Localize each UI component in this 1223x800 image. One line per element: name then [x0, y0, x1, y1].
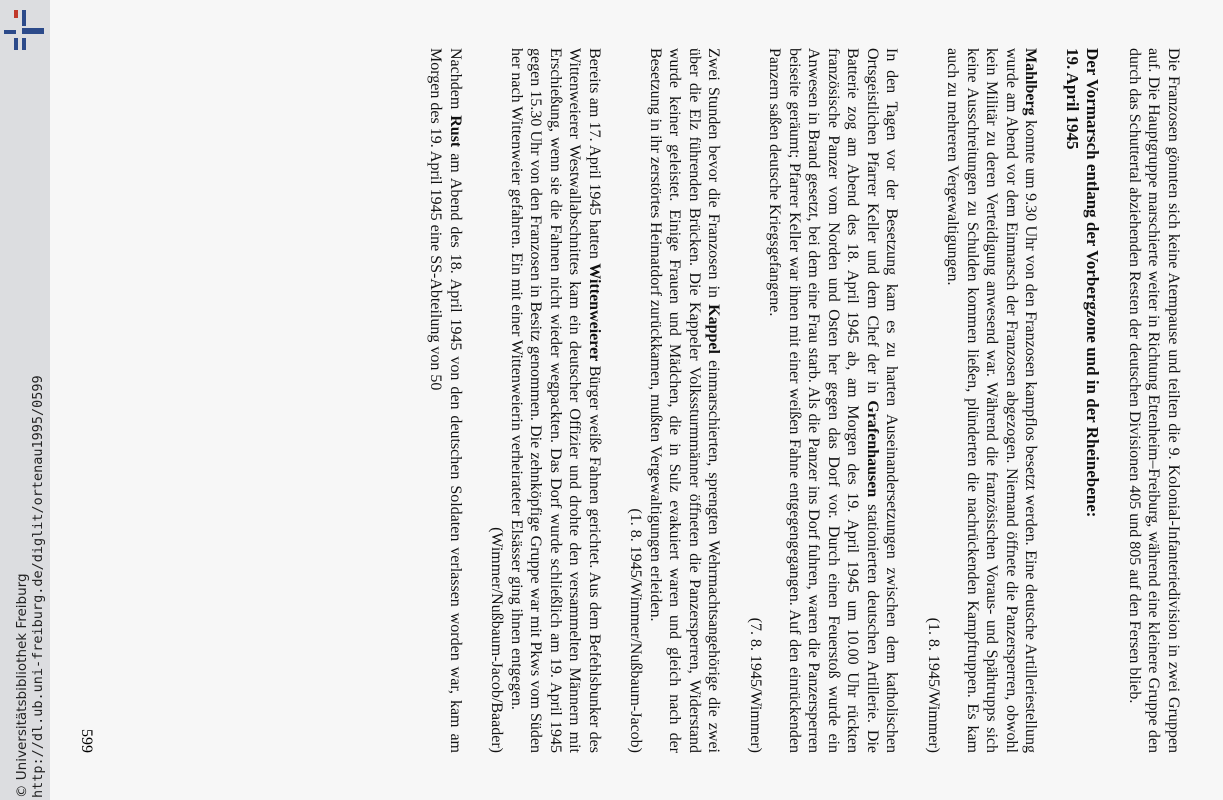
paragraph-kappel: [646, 48, 724, 753]
paragraph-wittenweier-text-b: Bürger weiße Fahnen gerichtet. Aus dem Befehlsbunker des Wittenweierer Westwallabschnittes kam ein deutscher Offizier und drohte den versammelten Männern mit Erschießung, wenn sie die Fahnen nicht wieder wegpackten. Das Dorf wurde schließlich am 19. April 1945 gegen 15.30 Uhr von den Franzosen in Besitz genommen. Die zehnköpfige Gruppe war mit Pkws vom Süden her nach Wittenweier gefahren. Ein mit einer Wittenweierin verheirateter Elsässer ging ihnen entgegen.: [508, 48, 603, 753]
source-ref-2: (7. 8. 1945/Wimmer): [747, 617, 764, 753]
paragraph-grafenhausen-text-b: stationierten deutschen Artillerie. Die Batterie zog am Abend des 18. April 1945 ab, am Morgen des 19. April 1945 um 10.00 Uhr rückten französische Panzer vom Norden und Osten her gegen das Dorf vor. Durch einen Feuerstoß wurde ein Anwesen in Brand gesetzt, bei dem eine Frau starb. Als die Panzer ins Dorf fuhren, waren die Panzersperren beiseite geräumt; Pfarrer Keller war ihnen mit einer weißen Fahne entgegengegangen. Auf den einrückenden Panzern saßen deutsche Kriegsgefangene.: [766, 48, 881, 753]
viewer-sidebar: [0, 0, 50, 800]
heading-line-1: Der Vormarsch entlang der Vorbergzone und in der Rheinebene:: [1083, 48, 1103, 518]
place-mahlberg: Mahlberg: [1022, 48, 1040, 116]
scanned-page: [50, 0, 1223, 800]
copyright-notice: © Universitätsbibliothek Freiburg: [14, 573, 30, 798]
place-grafenhausen: Grafenhausen: [864, 400, 881, 498]
paragraph-grafenhausen: [765, 48, 902, 753]
source-ref-4: (Wimmer/Nußbaum-Jacob/Baader): [488, 527, 506, 753]
paragraph-1: Die Franzosen gönnten sich keine Atempause und teilten die 9. Kolonial-Infanteriedivision in zwei Gruppen auf. Die Hauptgruppe marschierte weiter in Richtung Ettenheim–Freiburg, während eine kleinere Gruppe den durch das Schuttertal abziehenden Resten der deutschen Divisionen 405 und 805 auf den Fersen blieb.: [1126, 48, 1182, 753]
paragraph-grafenhausen-text-a: In den Tagen vor der Besetzung kam es zu harten Auseinandersetzungen zwischen dem katholischen Ortsgeistlichen Pfarrer Keller und dem Chef der in: [864, 48, 901, 753]
place-wittenweier: Wittenweierer: [586, 263, 603, 362]
rotated-page-content: [50, 0, 1223, 800]
page-text: [426, 48, 1183, 753]
university-logo: [4, 6, 44, 52]
paragraph-wittenweier-text-a: Bereits am 17. April 1945 hatten: [586, 48, 603, 264]
paragraph-rust-text-b: am Abend des 18. April 1945 von den deutschen Soldaten verlassen worden war, kam am Morgen des 19. April 1945 eine SS-Abteilung von 50: [427, 48, 464, 753]
heading-line-2: 19. April 1945: [1063, 48, 1083, 150]
source-ref-3: (1. 8. 1945/Wimmer/Nußbaum-Jacob): [627, 508, 645, 753]
paragraph-wittenweier: [507, 48, 605, 753]
source-ref-1: (1. 8. 1945/Wimmer): [925, 617, 942, 753]
place-rust: Rust: [447, 115, 464, 148]
paragraph-kappel-text-a: Zwei Stunden bevor die Franzosen in: [705, 48, 723, 305]
document-url[interactable]: http://dl.ub.uni-freiburg.de/diglit/ortenau1995/0599: [30, 375, 46, 798]
paragraph-rust: [426, 48, 465, 753]
place-kappel: Kappel: [705, 304, 723, 354]
paragraph-rust-text-a: Nachdem: [447, 48, 464, 116]
paragraph-mahlberg-text: konnte um 9.30 Uhr von den Franzosen kampflos besetzt werden. Eine deutsche Artilleriestellung wurde am Abend vor dem Einmarsch der Franzosen abgezogen. Niemand öffnete die Panzersperren, obwohl kein Militär zu deren Verteidigung anwesend war. Während die französischen Voraus- und Spähtrupps sich keine Ausschreitungen zu Schulden kommen ließen, plünderten die nachrückenden Kampftruppen. Es kam auch zu mehreren Vergewaltigungen.: [944, 48, 1040, 753]
paragraph-mahlberg: [943, 48, 1041, 753]
paragraph-kappel-text-b: einmarschierten, sprengten Wehrmachtsangehörige die zwei über die Elz führenden Brücken. Die Kappeler Volkssturmmänner öffneten die Panzersperren, Widerstand wurde keiner geleistet. Einige Frauen und Mädchen, die in Sulz evakuiert waren und gleich nach der Besetzung in ihr zerstörtes Heimatdorf zurückkamen, mußten Vergewaltigungen erleiden.: [647, 48, 723, 754]
section-heading: [1063, 48, 1103, 753]
page-number: 599: [78, 729, 95, 753]
